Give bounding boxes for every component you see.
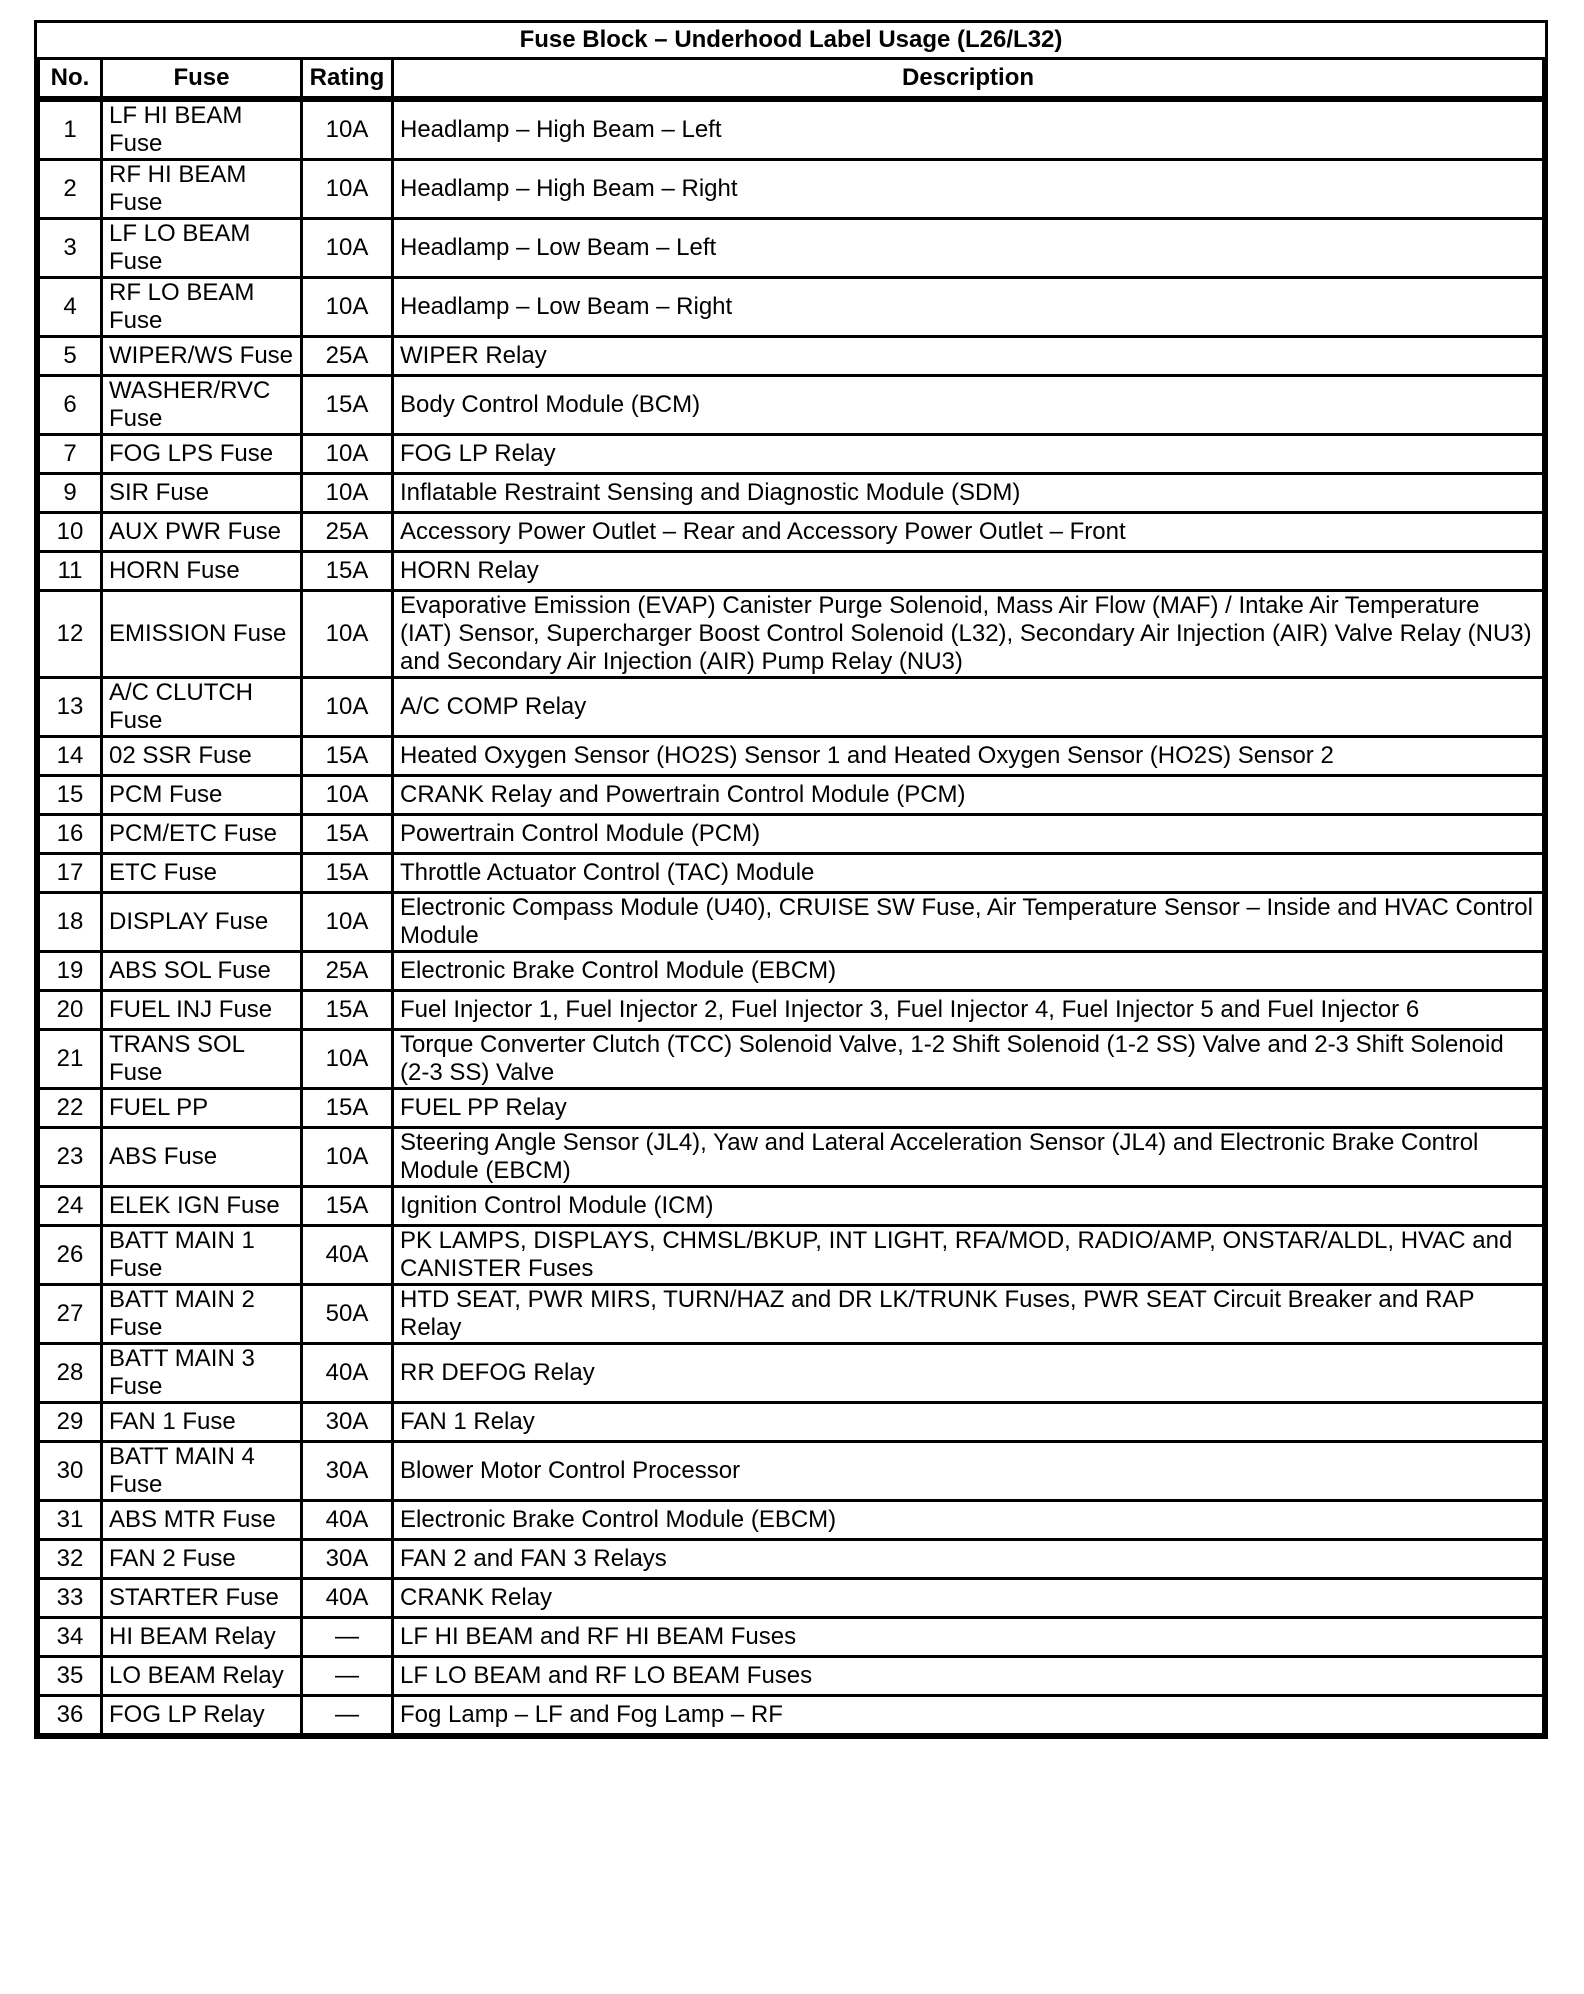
fuse-name: FOG LPS Fuse bbox=[102, 435, 302, 474]
fuse-name: ELEK IGN Fuse bbox=[102, 1187, 302, 1226]
fuse-rating: — bbox=[302, 1657, 393, 1696]
fuse-name: ABS MTR Fuse bbox=[102, 1501, 302, 1540]
row-number: 19 bbox=[39, 952, 102, 991]
row-number: 4 bbox=[39, 278, 102, 337]
fuse-description: LF HI BEAM and RF HI BEAM Fuses bbox=[393, 1618, 1544, 1657]
fuse-block-table-container bbox=[34, 20, 1548, 1739]
fuse-description: Headlamp – High Beam – Right bbox=[393, 160, 1544, 219]
fuse-name: FUEL INJ Fuse bbox=[102, 991, 302, 1030]
fuse-description: Fuel Injector 1, Fuel Injector 2, Fuel Injector 3, Fuel Injector 4, Fuel Injector 5 and Fuel Injector 6 bbox=[393, 991, 1544, 1030]
fuse-rating: 10A bbox=[302, 678, 393, 737]
table-row bbox=[39, 1501, 1544, 1540]
row-number: 33 bbox=[39, 1579, 102, 1618]
row-number: 15 bbox=[39, 776, 102, 815]
fuse-rating: 25A bbox=[302, 337, 393, 376]
fuse-rating: 10A bbox=[302, 776, 393, 815]
fuse-rating: 40A bbox=[302, 1501, 393, 1540]
fuse-name: LF HI BEAM Fuse bbox=[102, 99, 302, 160]
fuse-description: CRANK Relay and Powertrain Control Module (PCM) bbox=[393, 776, 1544, 815]
fuse-rating: 10A bbox=[302, 1128, 393, 1187]
fuse-rating: 10A bbox=[302, 591, 393, 678]
fuse-name: BATT MAIN 2 Fuse bbox=[102, 1285, 302, 1344]
fuse-description: A/C COMP Relay bbox=[393, 678, 1544, 737]
fuse-name: DISPLAY Fuse bbox=[102, 893, 302, 952]
table-row bbox=[39, 99, 1544, 160]
fuse-description: WIPER Relay bbox=[393, 337, 1544, 376]
table-row bbox=[39, 1128, 1544, 1187]
fuse-rating: 15A bbox=[302, 1089, 393, 1128]
row-number: 11 bbox=[39, 552, 102, 591]
row-number: 24 bbox=[39, 1187, 102, 1226]
table-row bbox=[39, 1226, 1544, 1285]
fuse-description: Electronic Brake Control Module (EBCM) bbox=[393, 952, 1544, 991]
column-header-description: Description bbox=[393, 59, 1544, 100]
table-row bbox=[39, 337, 1544, 376]
fuse-description: Throttle Actuator Control (TAC) Module bbox=[393, 854, 1544, 893]
fuse-description: Blower Motor Control Processor bbox=[393, 1442, 1544, 1501]
fuse-rating: 40A bbox=[302, 1579, 393, 1618]
table-body bbox=[39, 99, 1544, 1735]
table-row bbox=[39, 815, 1544, 854]
column-header-fuse: Fuse bbox=[102, 59, 302, 100]
fuse-name: ABS Fuse bbox=[102, 1128, 302, 1187]
row-number: 29 bbox=[39, 1403, 102, 1442]
fuse-description: Headlamp – Low Beam – Left bbox=[393, 219, 1544, 278]
fuse-rating: 10A bbox=[302, 99, 393, 160]
table-row bbox=[39, 1187, 1544, 1226]
row-number: 17 bbox=[39, 854, 102, 893]
fuse-rating: 10A bbox=[302, 278, 393, 337]
row-number: 5 bbox=[39, 337, 102, 376]
row-number: 35 bbox=[39, 1657, 102, 1696]
fuse-description: Headlamp – High Beam – Left bbox=[393, 99, 1544, 160]
fuse-name: SIR Fuse bbox=[102, 474, 302, 513]
fuse-description: FAN 1 Relay bbox=[393, 1403, 1544, 1442]
fuse-name: PCM Fuse bbox=[102, 776, 302, 815]
fuse-rating: 10A bbox=[302, 219, 393, 278]
table-row bbox=[39, 160, 1544, 219]
table-row bbox=[39, 1403, 1544, 1442]
fuse-name: EMISSION Fuse bbox=[102, 591, 302, 678]
fuse-description: HTD SEAT, PWR MIRS, TURN/HAZ and DR LK/TRUNK Fuses, PWR SEAT Circuit Breaker and RAP Relay bbox=[393, 1285, 1544, 1344]
row-number: 3 bbox=[39, 219, 102, 278]
fuse-name: LF LO BEAM Fuse bbox=[102, 219, 302, 278]
fuse-description: FAN 2 and FAN 3 Relays bbox=[393, 1540, 1544, 1579]
fuse-rating: 15A bbox=[302, 1187, 393, 1226]
table-row bbox=[39, 552, 1544, 591]
fuse-rating: — bbox=[302, 1618, 393, 1657]
fuse-rating: 30A bbox=[302, 1403, 393, 1442]
fuse-description: Body Control Module (BCM) bbox=[393, 376, 1544, 435]
header-row bbox=[39, 59, 1544, 100]
fuse-description: HORN Relay bbox=[393, 552, 1544, 591]
fuse-name: HORN Fuse bbox=[102, 552, 302, 591]
fuse-name: STARTER Fuse bbox=[102, 1579, 302, 1618]
row-number: 20 bbox=[39, 991, 102, 1030]
fuse-description: Torque Converter Clutch (TCC) Solenoid Valve, 1-2 Shift Solenoid (1-2 SS) Valve and 2-3 Shift Solenoid (2-3 SS) Valve bbox=[393, 1030, 1544, 1089]
table-row bbox=[39, 893, 1544, 952]
table-row bbox=[39, 376, 1544, 435]
fuse-rating: 25A bbox=[302, 513, 393, 552]
fuse-description: LF LO BEAM and RF LO BEAM Fuses bbox=[393, 1657, 1544, 1696]
fuse-rating: 25A bbox=[302, 952, 393, 991]
fuse-description: Ignition Control Module (ICM) bbox=[393, 1187, 1544, 1226]
fuse-description: RR DEFOG Relay bbox=[393, 1344, 1544, 1403]
fuse-name: FAN 1 Fuse bbox=[102, 1403, 302, 1442]
fuse-name: WIPER/WS Fuse bbox=[102, 337, 302, 376]
column-header-no: No. bbox=[39, 59, 102, 100]
fuse-description: FUEL PP Relay bbox=[393, 1089, 1544, 1128]
row-number: 23 bbox=[39, 1128, 102, 1187]
table-row bbox=[39, 854, 1544, 893]
table-row bbox=[39, 1579, 1544, 1618]
row-number: 16 bbox=[39, 815, 102, 854]
fuse-rating: 15A bbox=[302, 737, 393, 776]
row-number: 9 bbox=[39, 474, 102, 513]
row-number: 32 bbox=[39, 1540, 102, 1579]
fuse-description: Evaporative Emission (EVAP) Canister Purge Solenoid, Mass Air Flow (MAF) / Intake Air Temperature (IAT) Sensor, Supercharger Boost Control Solenoid (L32), Secondary Air Injection (AIR) Valve Relay (NU3) and Secondary Air Injection (AIR) Pump Relay (NU3) bbox=[393, 591, 1544, 678]
row-number: 28 bbox=[39, 1344, 102, 1403]
fuse-name: FUEL PP bbox=[102, 1089, 302, 1128]
row-number: 12 bbox=[39, 591, 102, 678]
fuse-description: Fog Lamp – LF and Fog Lamp – RF bbox=[393, 1696, 1544, 1735]
fuse-name: WASHER/RVC Fuse bbox=[102, 376, 302, 435]
fuse-name: 02 SSR Fuse bbox=[102, 737, 302, 776]
table-row bbox=[39, 513, 1544, 552]
table-row bbox=[39, 1089, 1544, 1128]
fuse-name: HI BEAM Relay bbox=[102, 1618, 302, 1657]
row-number: 1 bbox=[39, 99, 102, 160]
fuse-rating: 10A bbox=[302, 893, 393, 952]
table-row bbox=[39, 219, 1544, 278]
table-row bbox=[39, 952, 1544, 991]
fuse-rating: 30A bbox=[302, 1442, 393, 1501]
fuse-name: TRANS SOL Fuse bbox=[102, 1030, 302, 1089]
table-row bbox=[39, 1657, 1544, 1696]
fuse-description: Headlamp – Low Beam – Right bbox=[393, 278, 1544, 337]
row-number: 31 bbox=[39, 1501, 102, 1540]
table-row bbox=[39, 678, 1544, 737]
fuse-description: Electronic Brake Control Module (EBCM) bbox=[393, 1501, 1544, 1540]
fuse-rating: 10A bbox=[302, 1030, 393, 1089]
row-number: 18 bbox=[39, 893, 102, 952]
table-title: Fuse Block – Underhood Label Usage (L26/L32) bbox=[39, 23, 1544, 59]
fuse-rating: 30A bbox=[302, 1540, 393, 1579]
table-row bbox=[39, 278, 1544, 337]
fuse-name: FOG LP Relay bbox=[102, 1696, 302, 1735]
table-row bbox=[39, 1618, 1544, 1657]
fuse-name: RF HI BEAM Fuse bbox=[102, 160, 302, 219]
row-number: 14 bbox=[39, 737, 102, 776]
column-header-rating: Rating bbox=[302, 59, 393, 100]
fuse-rating: 40A bbox=[302, 1344, 393, 1403]
table-row bbox=[39, 991, 1544, 1030]
table-row bbox=[39, 435, 1544, 474]
fuse-name: AUX PWR Fuse bbox=[102, 513, 302, 552]
fuse-name: LO BEAM Relay bbox=[102, 1657, 302, 1696]
fuse-rating: — bbox=[302, 1696, 393, 1735]
table-row bbox=[39, 776, 1544, 815]
fuse-table bbox=[37, 23, 1545, 1736]
row-number: 2 bbox=[39, 160, 102, 219]
table-row bbox=[39, 737, 1544, 776]
row-number: 26 bbox=[39, 1226, 102, 1285]
fuse-rating: 50A bbox=[302, 1285, 393, 1344]
table-row bbox=[39, 474, 1544, 513]
fuse-rating: 15A bbox=[302, 552, 393, 591]
row-number: 34 bbox=[39, 1618, 102, 1657]
fuse-name: ABS SOL Fuse bbox=[102, 952, 302, 991]
fuse-description: Heated Oxygen Sensor (HO2S) Sensor 1 and Heated Oxygen Sensor (HO2S) Sensor 2 bbox=[393, 737, 1544, 776]
fuse-rating: 10A bbox=[302, 474, 393, 513]
row-number: 13 bbox=[39, 678, 102, 737]
row-number: 7 bbox=[39, 435, 102, 474]
fuse-description: CRANK Relay bbox=[393, 1579, 1544, 1618]
fuse-rating: 15A bbox=[302, 376, 393, 435]
fuse-rating: 40A bbox=[302, 1226, 393, 1285]
fuse-description: Steering Angle Sensor (JL4), Yaw and Lateral Acceleration Sensor (JL4) and Electronic Brake Control Module (EBCM) bbox=[393, 1128, 1544, 1187]
fuse-rating: 10A bbox=[302, 435, 393, 474]
row-number: 10 bbox=[39, 513, 102, 552]
table-row bbox=[39, 1285, 1544, 1344]
table-row bbox=[39, 591, 1544, 678]
table-row bbox=[39, 1540, 1544, 1579]
fuse-name: A/C CLUTCH Fuse bbox=[102, 678, 302, 737]
table-row bbox=[39, 1696, 1544, 1735]
fuse-name: PCM/ETC Fuse bbox=[102, 815, 302, 854]
table-row bbox=[39, 1030, 1544, 1089]
fuse-name: BATT MAIN 4 Fuse bbox=[102, 1442, 302, 1501]
fuse-rating: 15A bbox=[302, 854, 393, 893]
fuse-description: Accessory Power Outlet – Rear and Accessory Power Outlet – Front bbox=[393, 513, 1544, 552]
fuse-name: BATT MAIN 1 Fuse bbox=[102, 1226, 302, 1285]
table-row bbox=[39, 1442, 1544, 1501]
row-number: 30 bbox=[39, 1442, 102, 1501]
row-number: 27 bbox=[39, 1285, 102, 1344]
fuse-description: Inflatable Restraint Sensing and Diagnostic Module (SDM) bbox=[393, 474, 1544, 513]
fuse-name: ETC Fuse bbox=[102, 854, 302, 893]
fuse-name: FAN 2 Fuse bbox=[102, 1540, 302, 1579]
fuse-description: Powertrain Control Module (PCM) bbox=[393, 815, 1544, 854]
fuse-description: PK LAMPS, DISPLAYS, CHMSL/BKUP, INT LIGHT, RFA/MOD, RADIO/AMP, ONSTAR/ALDL, HVAC and CANISTER Fuses bbox=[393, 1226, 1544, 1285]
row-number: 21 bbox=[39, 1030, 102, 1089]
fuse-rating: 15A bbox=[302, 815, 393, 854]
row-number: 22 bbox=[39, 1089, 102, 1128]
fuse-rating: 10A bbox=[302, 160, 393, 219]
fuse-description: FOG LP Relay bbox=[393, 435, 1544, 474]
fuse-name: BATT MAIN 3 Fuse bbox=[102, 1344, 302, 1403]
fuse-rating: 15A bbox=[302, 991, 393, 1030]
row-number: 6 bbox=[39, 376, 102, 435]
fuse-name: RF LO BEAM Fuse bbox=[102, 278, 302, 337]
table-row bbox=[39, 1344, 1544, 1403]
fuse-description: Electronic Compass Module (U40), CRUISE SW Fuse, Air Temperature Sensor – Inside and HVAC Control Module bbox=[393, 893, 1544, 952]
row-number: 36 bbox=[39, 1696, 102, 1735]
